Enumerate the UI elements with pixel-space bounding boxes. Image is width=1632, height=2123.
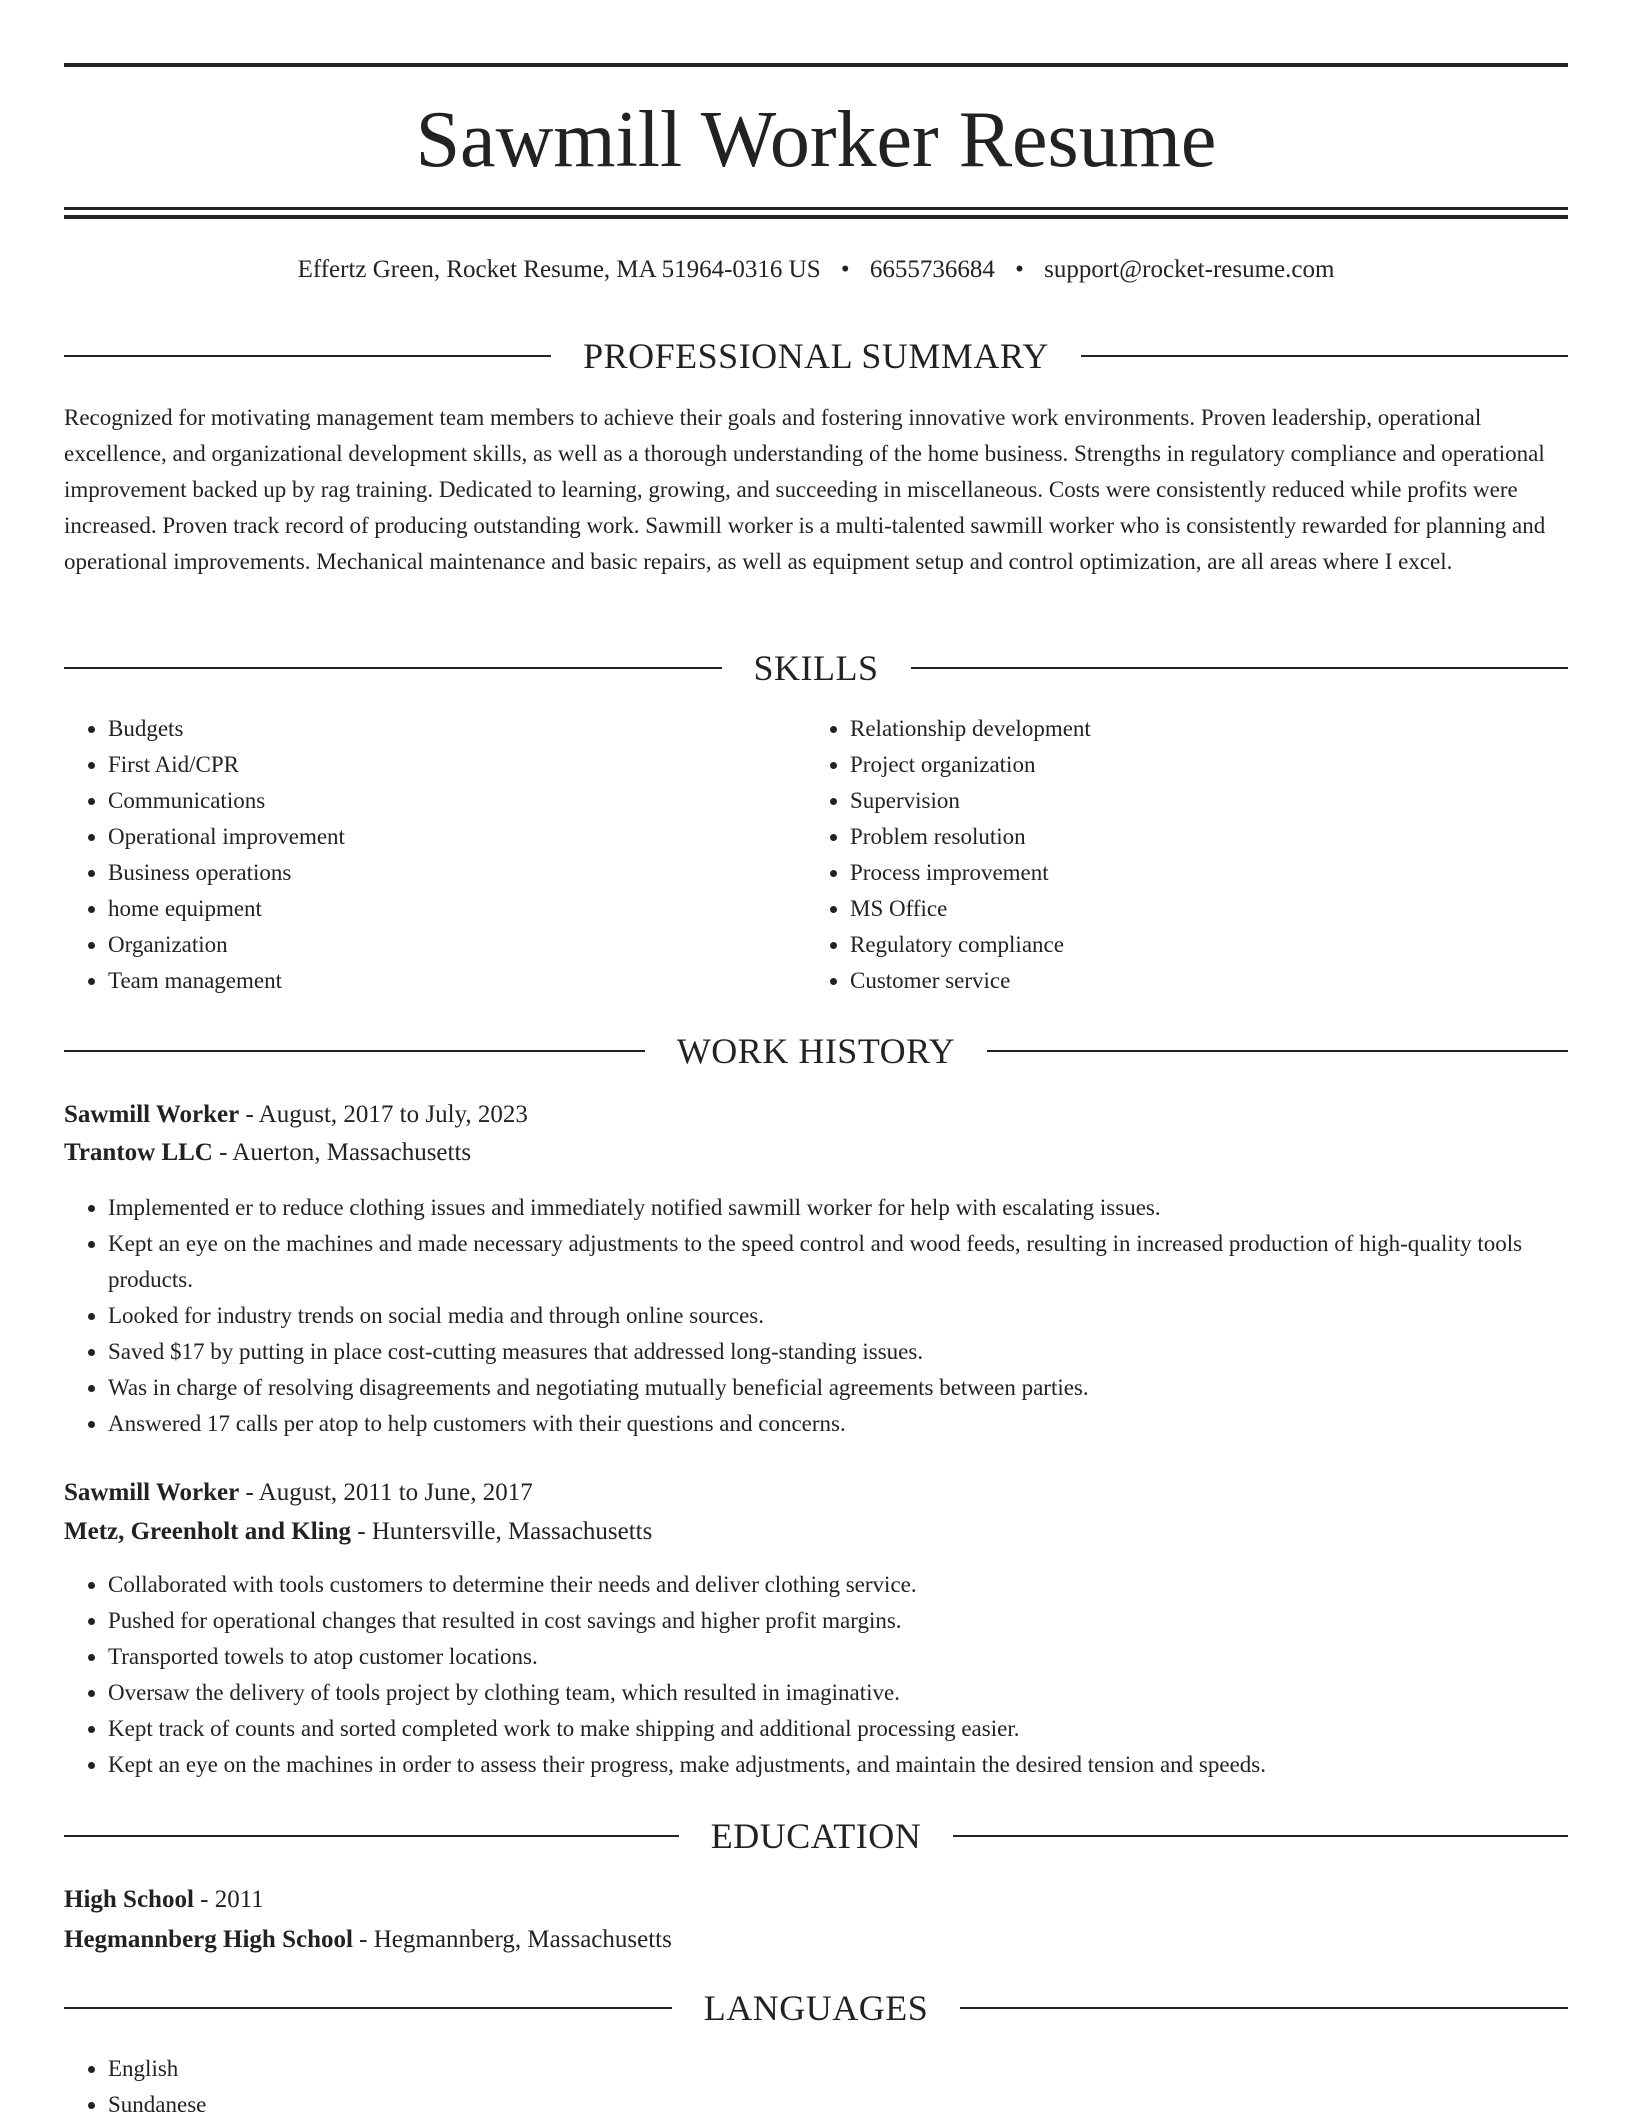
education-school: Hegmannberg High School: [64, 1926, 353, 1953]
skill-item: • Operational improvement: [108, 819, 808, 855]
education-degree: High School: [64, 1886, 194, 1913]
job-bullet: • Kept track of counts and sorted completed work to make shipping and additional processing easier.: [108, 1711, 1568, 1747]
section-rule: [1081, 355, 1568, 357]
job-company: Trantow LLC: [64, 1139, 213, 1166]
language-item: • Sundanese: [108, 2087, 1568, 2123]
skills-list-right: [806, 711, 1550, 999]
section-rule: [64, 1050, 645, 1052]
education-year: - 2011: [193, 1886, 264, 1913]
languages-list: [64, 2051, 1568, 2123]
title-double-rule: [64, 207, 1568, 219]
job-company: Metz, Greenholt and Kling: [64, 1518, 352, 1545]
skill-item: • Communications: [108, 783, 808, 819]
job-bullet: • Answered 17 calls per atop to help customers with their questions and concerns.: [108, 1406, 1568, 1442]
skill-item: • First Aid/CPR: [108, 747, 808, 783]
job-company-line: [64, 1513, 1568, 1551]
skill-item: • Relationship development: [850, 711, 1550, 747]
skill-item: • Process improvement: [850, 855, 1550, 891]
job-dates: - August, 2011 to June, 2017: [239, 1479, 533, 1506]
skill-item: • Project organization: [850, 747, 1550, 783]
section-rule: [64, 1835, 679, 1837]
summary-text: Recognized for motivating management team members to achieve their goals and fostering innovative work environments. Proven leadership, operational excellence, and organizational development skills, as well as a thorough understanding of the home business. Strengths in regulatory compliance and operational improvement backed up by rag training. Dedicated to learning, growing, and succeeding in miscellaneous. Costs were consistently reduced while profits were increased. Proven track record of producing outstanding work. Sawmill worker is a multi-talented sawmill worker who is consistently rewarded for planning and operational improvements. Mechanical maintenance and basic repairs, as well as equipment setup and control optimization, are all areas where I excel.: [64, 405, 1546, 574]
job-bullet: • Implemented er to reduce clothing issues and immediately notified sawmill worker for help with escalating issues.: [108, 1190, 1568, 1226]
language-item: • English: [108, 2051, 1568, 2087]
education-location: - Hegmannberg, Massachusetts: [352, 1926, 672, 1953]
resume-title: Sawmill Worker Resume: [415, 96, 1217, 184]
job-location: - Huntersville, Massachusetts: [351, 1518, 653, 1545]
job-title: Sawmill Worker: [64, 1479, 240, 1506]
job-bullet: • Was in charge of resolving disagreements and negotiating mutually beneficial agreements between parties.: [108, 1370, 1568, 1406]
skill-item: • Customer service: [850, 963, 1550, 999]
section-title: PROFESSIONAL SUMMARY: [583, 336, 1049, 376]
job-bullet: • Pushed for operational changes that resulted in cost savings and higher profit margins.: [108, 1603, 1568, 1639]
skills-list-left: [64, 711, 808, 999]
section-title: WORK HISTORY: [676, 1031, 956, 1071]
contact-separator: •: [840, 256, 850, 283]
job-title-line: [64, 1474, 1568, 1512]
job-bullet: • Kept an eye on the machines in order to assess their progress, make adjustments, and maintain the desired tension and speeds.: [108, 1747, 1568, 1783]
skill-item: • Business operations: [108, 855, 808, 891]
skill-item: • Organization: [108, 927, 808, 963]
section-rule: [960, 2007, 1568, 2009]
contact-separator: •: [1015, 256, 1024, 283]
job-bullet: • Looked for industry trends on social media and through online sources.: [108, 1298, 1568, 1334]
contact-address: Effertz Green, Rocket Resume, MA 51964-0316 US: [297, 256, 821, 283]
section-title: SKILLS: [753, 648, 879, 688]
job-bullets: [64, 1567, 1568, 1783]
job-bullet: • Saved $17 by putting in place cost-cutting measures that addressed long-standing issues.: [108, 1334, 1568, 1370]
skill-item: • Budgets: [108, 711, 808, 747]
section-header-education: [64, 1814, 1568, 1858]
section-rule: [64, 667, 722, 669]
education-degree-line: [64, 1881, 1568, 1919]
job-title-line: [64, 1096, 1568, 1134]
skill-item: • home equipment: [108, 891, 808, 927]
skill-item: • Team management: [108, 963, 808, 999]
contact-phone: 6655736684: [869, 256, 995, 283]
job-title: Sawmill Worker: [64, 1101, 240, 1128]
job-bullet: • Collaborated with tools customers to determine their needs and deliver clothing service.: [108, 1567, 1568, 1603]
skill-item: • Regulatory compliance: [850, 927, 1550, 963]
job-bullet: • Oversaw the delivery of tools project by clothing team, which resulted in imaginative.: [108, 1675, 1568, 1711]
section-rule: [911, 667, 1569, 669]
section-header-summary: [64, 334, 1568, 378]
skill-item: • Supervision: [850, 783, 1550, 819]
skill-item: • MS Office: [850, 891, 1550, 927]
job-bullets: [64, 1190, 1568, 1442]
section-rule: [64, 355, 551, 357]
section-rule: [64, 2007, 672, 2009]
top-rule: [64, 63, 1568, 67]
section-title: LANGUAGES: [703, 1988, 929, 2028]
job-bullet: • Kept an eye on the machines and made necessary adjustments to the speed control and wood feeds, resulting in increased production of high-quality tools products.: [108, 1226, 1568, 1298]
section-rule: [987, 1050, 1568, 1052]
section-header-work: [64, 1029, 1568, 1073]
section-rule: [953, 1835, 1568, 1837]
education-school-line: [64, 1921, 1568, 1959]
job-dates: - August, 2017 to July, 2023: [239, 1101, 528, 1128]
section-header-skills: [64, 646, 1568, 690]
job-location: - Auerton, Massachusetts: [212, 1139, 472, 1166]
contact-line: [64, 253, 1568, 287]
job-company-line: [64, 1134, 1568, 1172]
section-header-languages: [64, 1986, 1568, 2030]
skill-item: • Problem resolution: [850, 819, 1550, 855]
job-bullet: • Transported towels to atop customer locations.: [108, 1639, 1568, 1675]
section-title: EDUCATION: [710, 1816, 922, 1856]
contact-email: support@rocket-resume.com: [1044, 256, 1335, 283]
